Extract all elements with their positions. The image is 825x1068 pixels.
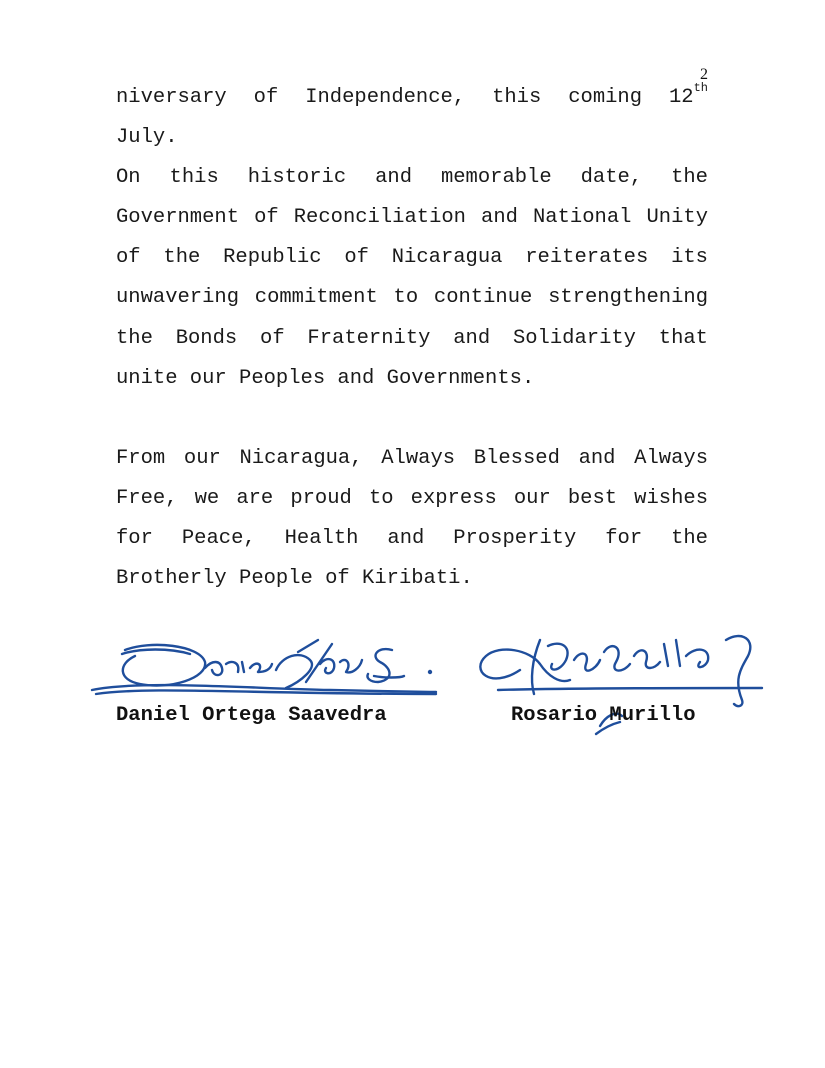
- body-line-9: From our Nicaragua, Always Blessed and Always: [116, 446, 708, 470]
- body-line-12: Brotherly People of Kiribati.: [116, 567, 473, 591]
- ordinal-superscript: th: [693, 81, 708, 95]
- body-line-8: unite our Peoples and Governments.: [116, 366, 535, 390]
- body-line-11: for Peace, Health and Prosperity for the: [116, 527, 708, 551]
- body-line-3: On this historic and memorable date, the: [116, 166, 708, 190]
- signer-name-left: Daniel Ortega Saavedra: [116, 704, 387, 727]
- body-line-4: Government of Reconciliation and National Unity: [116, 206, 708, 230]
- body-line-1: niversary of Independence, this coming 12th: [116, 81, 708, 109]
- body-line-10: Free, we are proud to express our best wishes: [116, 486, 708, 510]
- body-line-2: July.: [116, 126, 178, 150]
- body-line-5: of the Republic of Nicaragua reiterates its: [116, 246, 708, 270]
- page-number: 2: [700, 66, 708, 83]
- body-line-6: unwavering commitment to continue strengthening: [116, 286, 708, 310]
- body-line-7: the Bonds of Fraternity and Solidarity that: [116, 326, 708, 350]
- signer-name-right: Rosario Murillo: [511, 704, 696, 727]
